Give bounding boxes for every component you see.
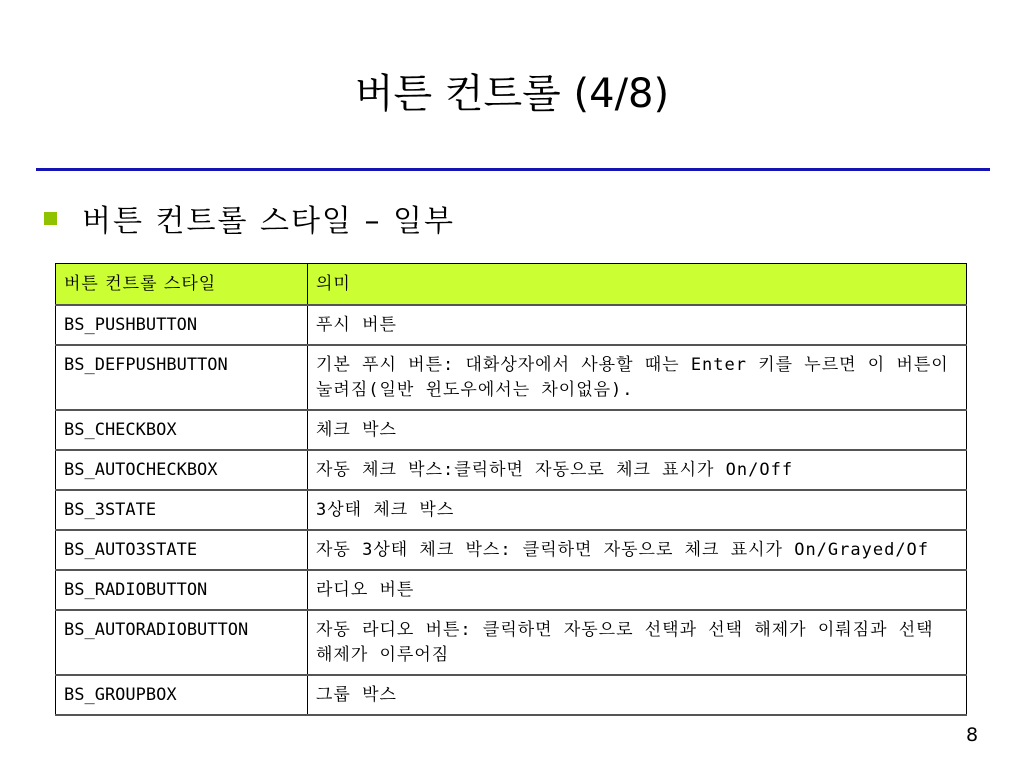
bullet-text: 버튼 컨트롤 스타일 – 일부 xyxy=(82,204,455,239)
meaning-cell: 푸시 버튼 xyxy=(308,305,967,345)
table-row xyxy=(56,675,967,715)
style-cell: BS_AUTORADIOBUTTON xyxy=(56,610,308,675)
style-cell: BS_GROUPBOX xyxy=(56,675,308,715)
table-row xyxy=(56,610,967,675)
meaning-cell: 체크 박스 xyxy=(308,410,967,450)
meaning-cell: 자동 체크 박스:클릭하면 자동으로 체크 표시가 On/Off xyxy=(308,450,967,490)
style-cell: BS_RADIOBUTTON xyxy=(56,570,308,610)
meaning-cell: 자동 라디오 버튼: 클릭하면 자동으로 선택과 선택 해제가 이뤄짐과 선택 해제가 이루어짐 xyxy=(308,610,967,675)
table-row xyxy=(56,410,967,450)
table-row xyxy=(56,490,967,530)
table-row xyxy=(56,305,967,345)
square-bullet-icon xyxy=(44,212,57,225)
table-row xyxy=(56,530,967,570)
table-row xyxy=(56,450,967,490)
style-cell: BS_CHECKBOX xyxy=(56,410,308,450)
slide-title: 버튼 컨트롤 (4/8) xyxy=(354,71,670,117)
page-number: 8 xyxy=(966,724,979,746)
table-row xyxy=(56,570,967,610)
button-styles-table xyxy=(55,263,967,716)
style-cell: BS_AUTOCHECKBOX xyxy=(56,450,308,490)
meaning-cell: 라디오 버튼 xyxy=(308,570,967,610)
style-cell: BS_PUSHBUTTON xyxy=(56,305,308,345)
table-header-row xyxy=(56,264,967,306)
meaning-cell: 3상태 체크 박스 xyxy=(308,490,967,530)
style-cell: BS_3STATE xyxy=(56,490,308,530)
table-row xyxy=(56,345,967,410)
meaning-cell: 기본 푸시 버튼: 대화상자에서 사용할 때는 Enter 키를 누르면 이 버튼이 눌려짐(일반 윈도우에서는 차이없음). xyxy=(308,345,967,410)
style-cell: BS_AUTO3STATE xyxy=(56,530,308,570)
title-underline xyxy=(36,168,990,171)
header-style: 버튼 컨트롤 스타일 xyxy=(56,264,308,306)
bullet-item xyxy=(44,196,455,240)
header-meaning: 의미 xyxy=(308,264,967,306)
style-cell: BS_DEFPUSHBUTTON xyxy=(56,345,308,410)
meaning-cell: 그룹 박스 xyxy=(308,675,967,715)
meaning-cell: 자동 3상태 체크 박스: 클릭하면 자동으로 체크 표시가 On/Grayed/Of xyxy=(308,530,967,570)
